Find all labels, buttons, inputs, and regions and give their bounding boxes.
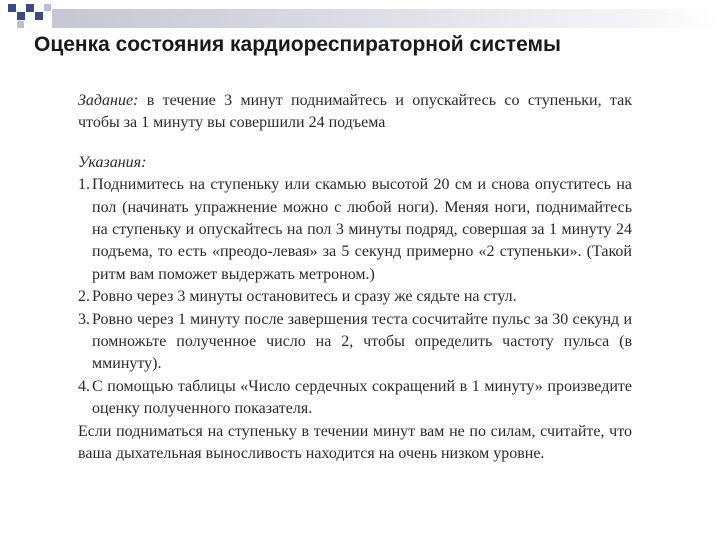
corner-square	[8, 4, 16, 12]
task-paragraph	[78, 90, 632, 135]
task-text: в течение 3 минут поднимайтесь и опускайтесь со ступеньки, так чтобы за 1 минуту вы совершили 24 подъема	[78, 92, 632, 132]
instruction-step-4	[78, 376, 632, 421]
instruction-step-2	[78, 286, 632, 308]
corner-square	[26, 4, 34, 12]
instruction-step-3	[78, 309, 632, 376]
step-number: 1.	[78, 176, 90, 194]
step-text: С помощью таблицы «Число сердечных сокращений в 1 минуту» произведите оценку полученного показателя.	[92, 377, 632, 418]
corner-square	[35, 12, 43, 20]
slide-title: Оценка состояния кардиореспираторной системы	[34, 33, 561, 56]
step-number: 4.	[78, 377, 90, 395]
corner-square-light	[44, 4, 51, 11]
instruction-step-1	[78, 174, 632, 286]
conclusion-paragraph: Если подниматься на ступеньку в течении минут вам не по силам, считайте, что ваша дыхательная выносливость находится на очень низком уровне.	[78, 422, 632, 463]
header-bar	[52, 9, 720, 28]
task-label: Задание:	[78, 92, 139, 109]
instructions-label: Указания:	[78, 153, 147, 171]
step-number: 3.	[78, 310, 90, 328]
corner-square-light	[17, 21, 24, 28]
step-text: Поднимитесь на ступеньку или скамью высотой 20 см и снова опуститесь на пол (начинать упражнение можно с любой ноги). Меняя ноги, поднимайтесь на ступеньку и опускайтесь на пол 3 минуты подряд, совершая за 1 минуту 24 подъема, то есть «преодо-левая» за 5 секунд примерно «2 ступеньки». (Такой ритм вам поможет выдержать метроном.)	[92, 176, 632, 283]
step-text: Ровно через 1 минуту после завершения теста сосчитайте пульс за 30 секунд и помножьте полученное число на 2, чтобы определить частоту пульса (в мминуту).	[92, 310, 632, 373]
corner-square	[17, 12, 25, 20]
slide-body	[78, 90, 632, 466]
step-number: 2.	[78, 288, 90, 306]
step-text: Ровно через 3 минуты остановитесь и сразу же сядьте на стул.	[92, 288, 517, 306]
